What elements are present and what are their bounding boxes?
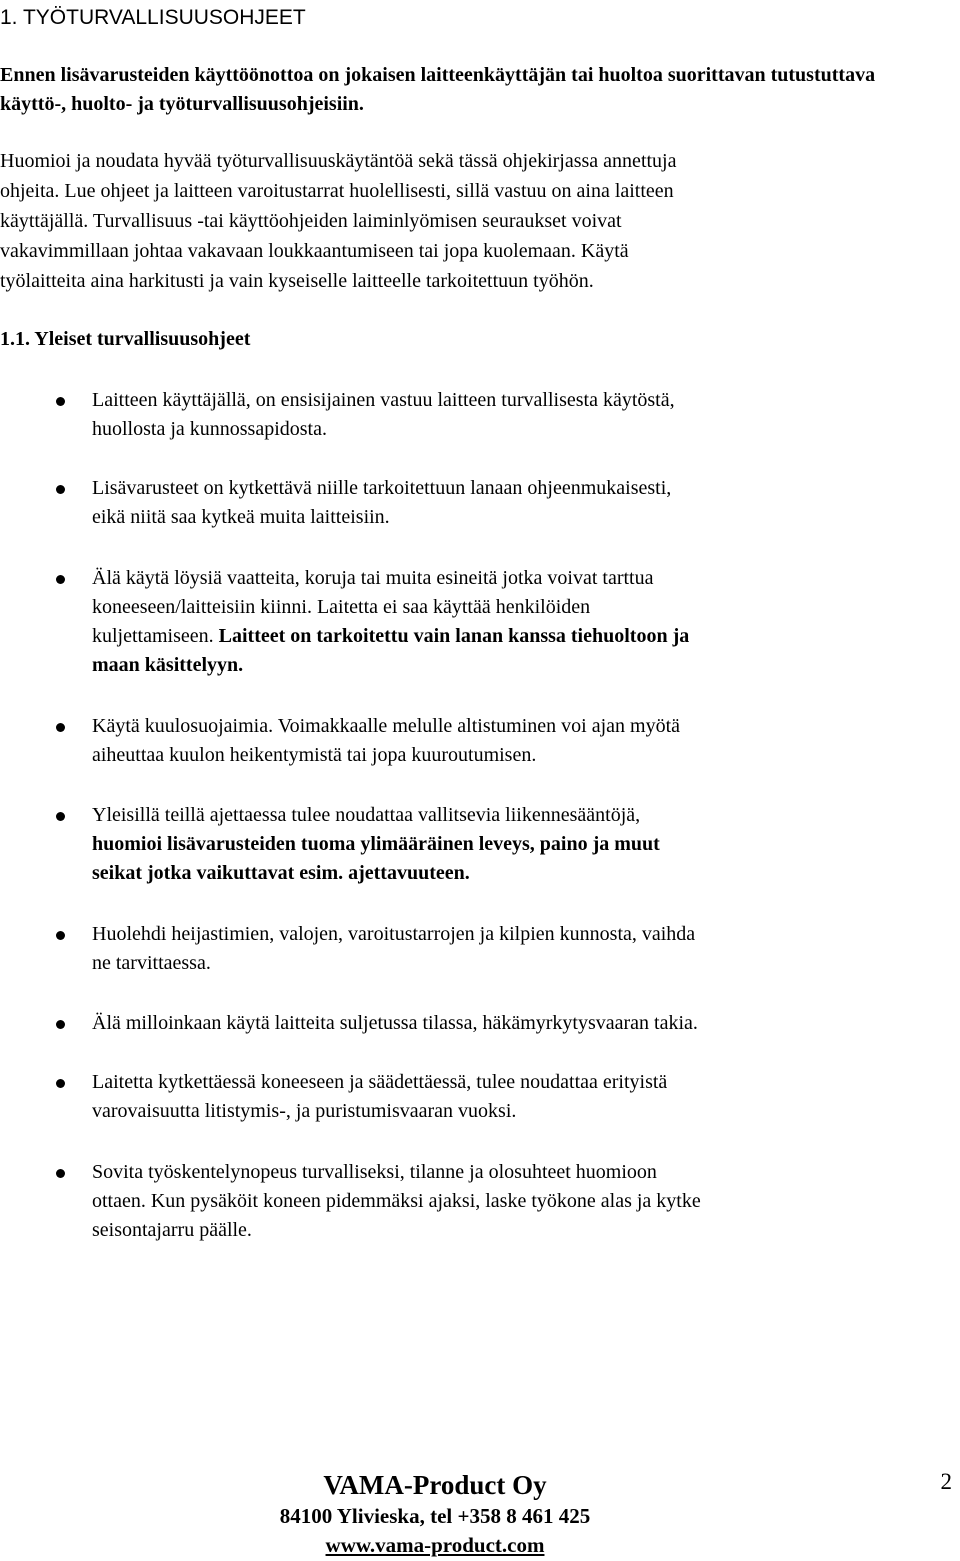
bullet-line: Huolehdi heijastimien, valojen, varoitustarrojen ja kilpien kunnosta, vaihda xyxy=(92,923,696,945)
bullet-line: seisontajarru päälle. xyxy=(92,1219,252,1241)
bullet-line-text: kuljettamiseen. xyxy=(92,625,219,647)
bullet-line-emphasis: maan käsittelyyn. xyxy=(92,654,244,676)
section-heading: 1. TYÖTURVALLISUUSOHJEET xyxy=(0,6,306,29)
bullet-line xyxy=(92,622,882,651)
bullet-text xyxy=(92,801,882,888)
bullet-line: aiheuttaa kuulon heikentymistä tai jopa kuuroutumisen. xyxy=(92,744,537,766)
bullet-line: eikä niitä saa kytkeä muita laitteisiin. xyxy=(92,506,390,528)
body-line: vakavimmillaan johtaa vakavaan loukkaantumiseen tai jopa kuolemaan. Käytä xyxy=(0,240,629,262)
bullet-icon xyxy=(56,1020,65,1029)
bullet-line: Yleisillä teillä ajettaessa tulee noudattaa vallitsevia liikennesääntöjä, xyxy=(92,804,641,826)
bullet-text xyxy=(92,712,882,770)
subsection-heading: 1.1. Yleiset turvallisuusohjeet xyxy=(0,328,251,350)
bullet-text xyxy=(92,1158,882,1245)
intro-paragraph: Ennen lisävarusteiden käyttöönottoa on jokaisen laitteenkäyttäjän tai huoltoa suorittavan tutustuttava käyttö-, huolto- ja työturvallisuusohjeisiin. xyxy=(0,64,876,115)
footer-website-link[interactable]: www.vama-product.com xyxy=(325,1533,545,1557)
body-paragraph xyxy=(0,146,900,296)
bullet-line: koneeseen/laitteisiin kiinni. Laitetta ei saa käyttää henkilöiden xyxy=(92,596,591,618)
footer-company-name: VAMA-Product Oy xyxy=(323,1470,547,1500)
bullet-text xyxy=(92,386,882,444)
bullet-text xyxy=(92,474,882,532)
body-line: Huomioi ja noudata hyvää työturvallisuuskäytäntöä sekä tässä ohjekirjassa annettuja xyxy=(0,150,677,172)
body-line: käyttäjällä. Turvallisuus -tai käyttöohjeiden laiminlyömisen seuraukset voivat xyxy=(0,210,622,232)
bullet-line: Lisävarusteet on kytkettävä niille tarkoitettuun lanaan ohjeenmukaisesti, xyxy=(92,477,672,499)
bullet-line: huollosta ja kunnossapidosta. xyxy=(92,418,327,440)
bullet-line: varovaisuutta litistymis-, ja puristumisvaaran vuoksi. xyxy=(92,1100,517,1122)
bullet-line: Älä käytä löysiä vaatteita, koruja tai muita esineitä jotka voivat tarttua xyxy=(92,567,654,589)
bullet-text xyxy=(92,564,882,680)
bullet-line-emphasis: huomioi lisävarusteiden tuoma ylimääräinen leveys, paino ja muut xyxy=(92,833,660,855)
bullet-icon xyxy=(56,397,65,406)
bullet-line: Laitteen käyttäjällä, on ensisijainen vastuu laitteen turvallisesta käytöstä, xyxy=(92,389,675,411)
bullet-icon xyxy=(56,931,65,940)
bullet-line: Laitetta kytkettäessä koneeseen ja säädettäessä, tulee noudattaa erityistä xyxy=(92,1071,668,1093)
footer-address: 84100 Ylivieska, tel +358 8 461 425 xyxy=(279,1504,591,1528)
bullet-line: Älä milloinkaan käytä laitteita suljetussa tilassa, häkämyrkytysvaaran takia. xyxy=(92,1012,698,1034)
bullet-line: ne tarvittaessa. xyxy=(92,952,211,974)
body-line: ohjeita. Lue ohjeet ja laitteen varoitustarrat huolellisesti, sillä vastuu on aina laitteen xyxy=(0,180,674,202)
bullet-line: ottaen. Kun pysäköit koneen pidemmäksi ajaksi, laske työkone alas ja kytke xyxy=(92,1190,701,1212)
bullet-line: Käytä kuulosuojaimia. Voimakkaalle melulle altistuminen voi ajan myötä xyxy=(92,715,681,737)
page-number: 2 xyxy=(940,1469,952,1494)
bullet-line-emphasis: seikat jotka vaikuttavat esim. ajettavuuteen. xyxy=(92,862,470,884)
bullet-icon xyxy=(56,575,65,584)
bullet-text xyxy=(92,920,882,978)
bullet-line-emphasis: Laitteet on tarkoitettu vain lanan kanssa tiehuoltoon ja xyxy=(218,625,690,647)
bullet-icon xyxy=(56,723,65,732)
bullet-line: Sovita työskentelynopeus turvalliseksi, tilanne ja olosuhteet huomioon xyxy=(92,1161,657,1183)
bullet-icon xyxy=(56,1079,65,1088)
bullet-text xyxy=(92,1009,882,1038)
bullet-text xyxy=(92,1068,882,1126)
bullet-icon xyxy=(56,812,65,821)
bullet-icon xyxy=(56,485,65,494)
bullet-icon xyxy=(56,1169,65,1178)
body-line: työlaitteita aina harkitusti ja vain kyseiselle laitteelle tarkoitettuun työhön. xyxy=(0,270,594,292)
